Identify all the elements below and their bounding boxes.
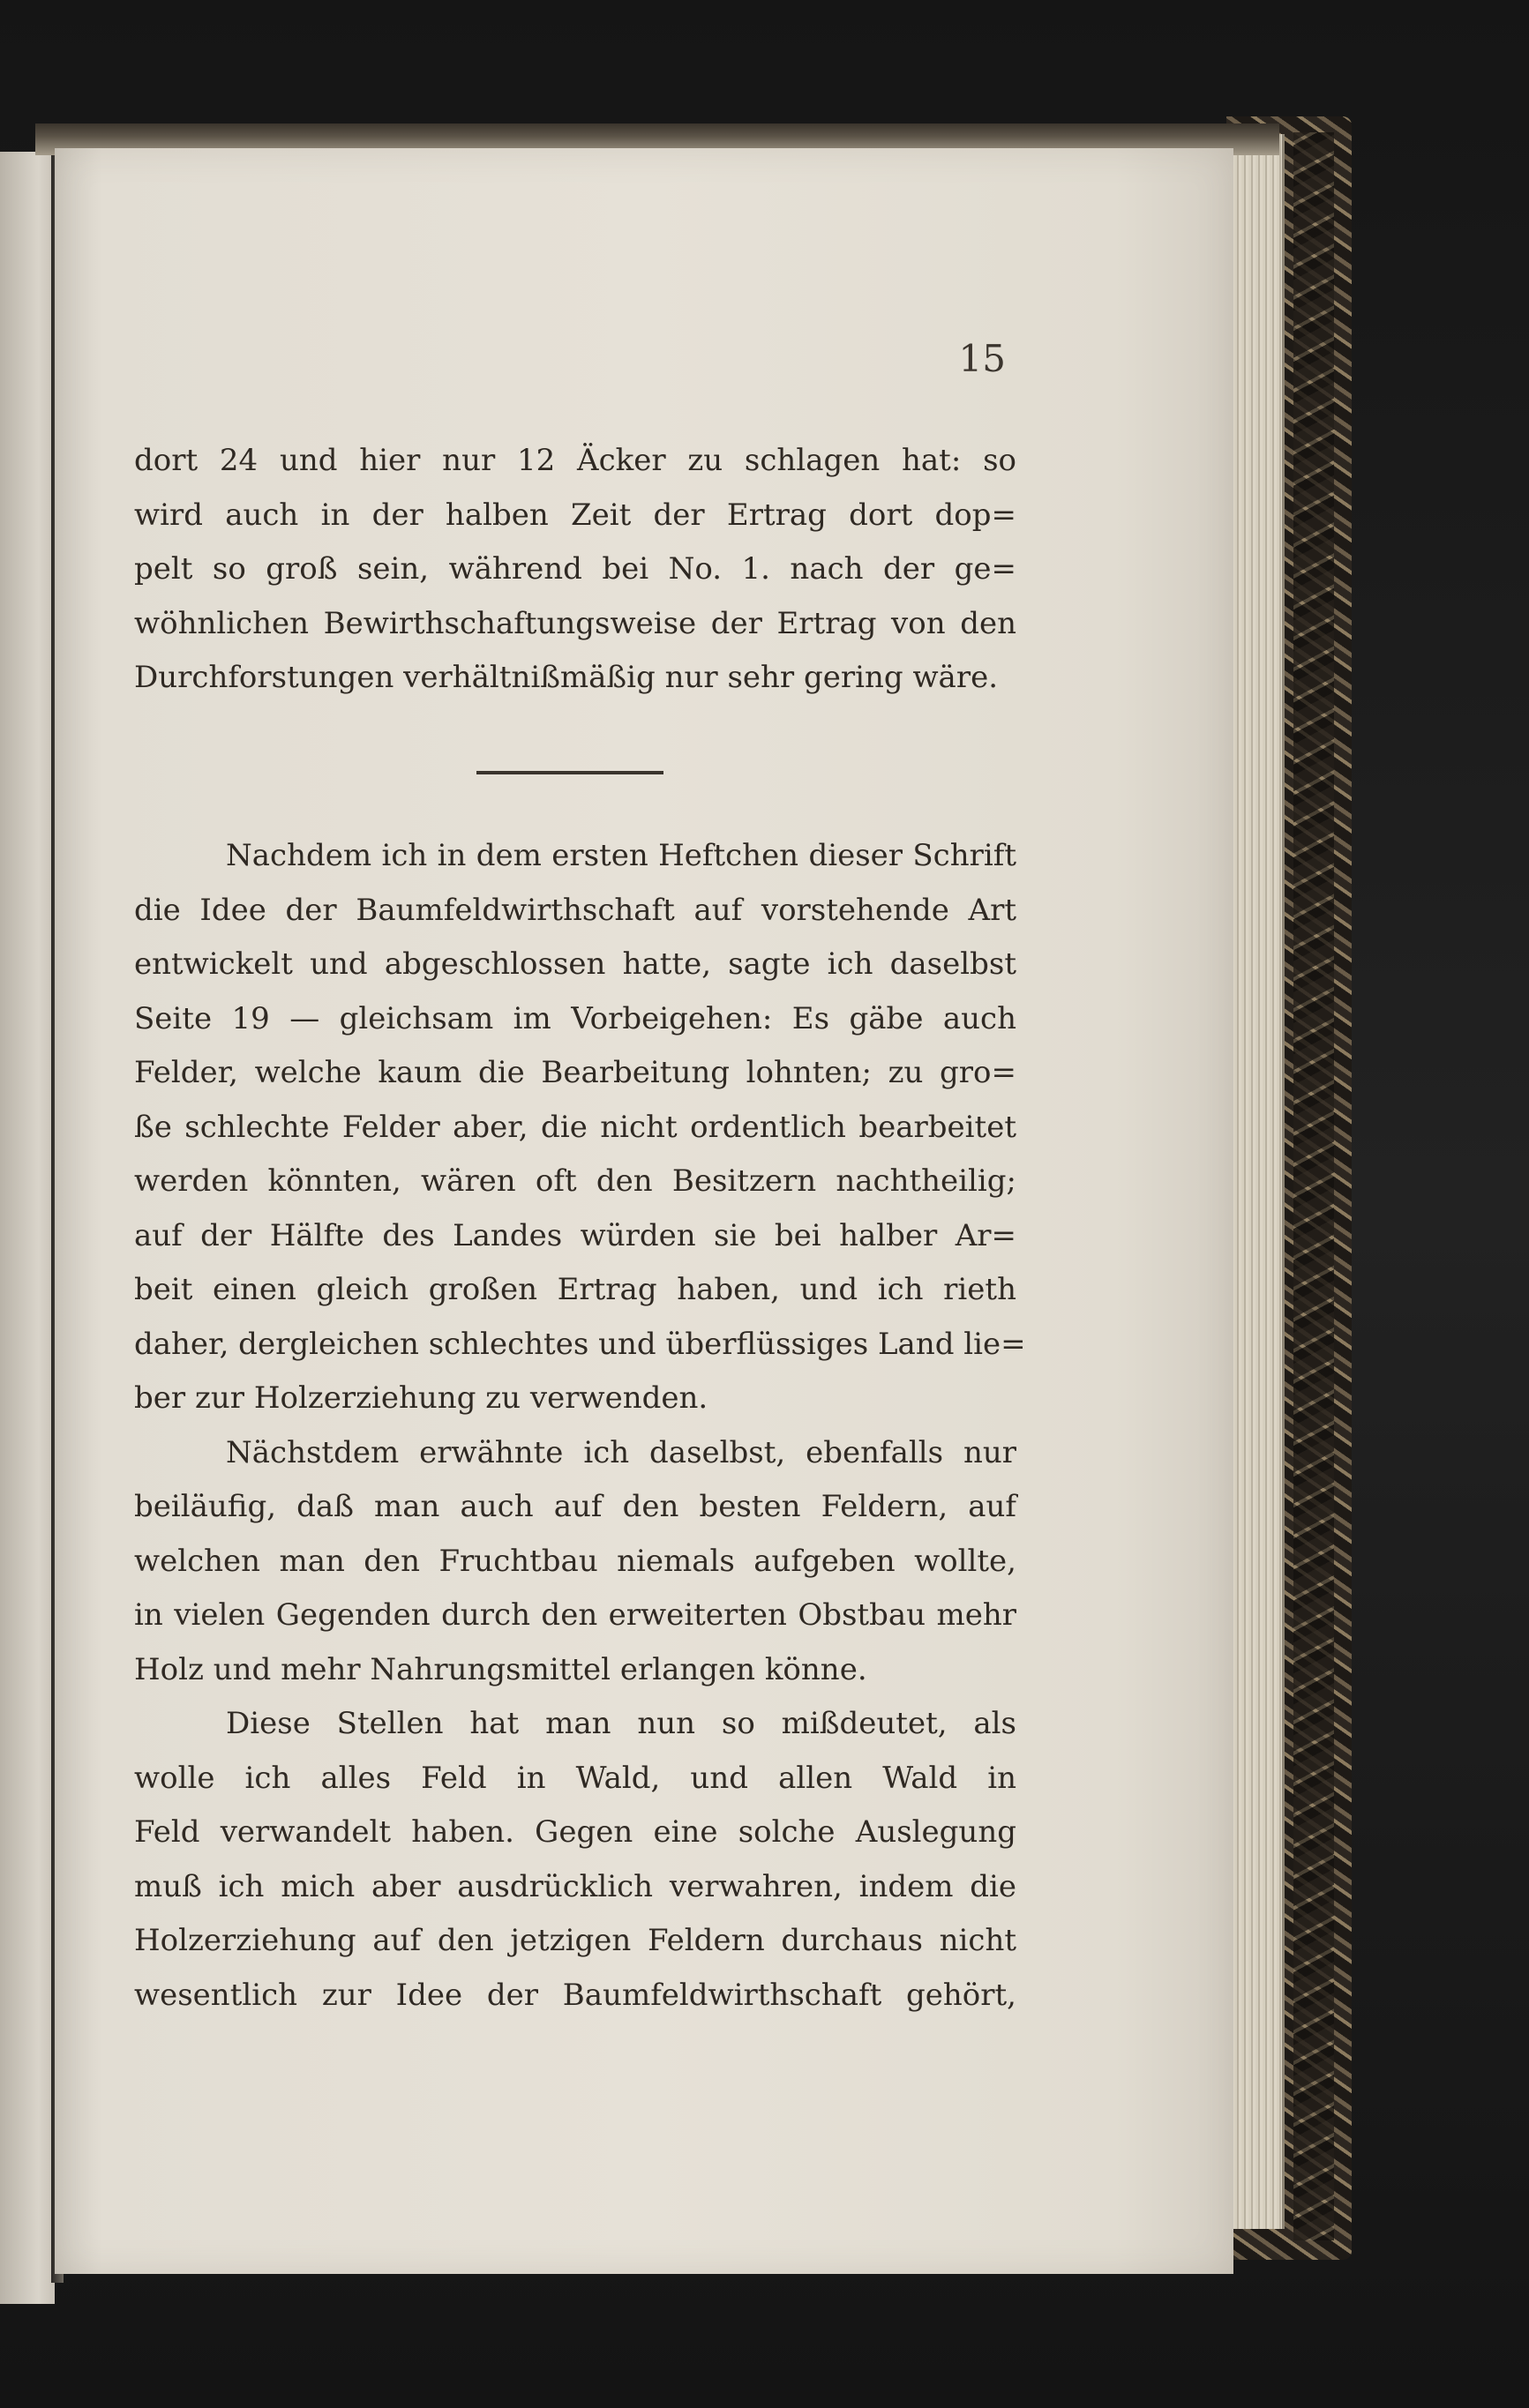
text-line: ße schlechte Felder aber, die nicht ordentlich bearbeitet <box>134 1109 1016 1145</box>
text-line: Feld verwandelt haben. Gegen eine solche Auslegung <box>134 1814 1016 1850</box>
text-line: auf der Hälfte des Landes würden sie bei halber Ar= <box>134 1217 1016 1253</box>
page-number: 15 <box>958 337 1006 380</box>
text-line: beit einen gleich großen Ertrag haben, und ich rieth <box>134 1272 1016 1307</box>
text-line: daher, dergleichen schlechtes und überflüssiges Land lie= <box>134 1326 1026 1362</box>
text-line: wesentlich zur Idee der Baumfeldwirthschaft gehört, <box>134 1977 1016 2013</box>
text-line: dort 24 und hier nur 12 Äcker zu schlagen hat: so <box>134 443 1016 478</box>
text-line: Nachdem ich in dem ersten Heftchen dieser Schrift <box>226 838 1016 873</box>
text-line: Durchforstungen verhältnißmäßig nur sehr gering wäre. <box>134 660 999 695</box>
text-line: die Idee der Baumfeldwirthschaft auf vorstehende Art <box>134 892 1016 928</box>
text-line: in vielen Gegenden durch den erweiterten Obstbau mehr <box>134 1597 1016 1633</box>
section-divider <box>476 771 663 774</box>
text-line: pelt so groß sein, während bei No. 1. nach der ge= <box>134 551 1016 587</box>
text-line: beiläufig, daß man auch auf den besten Feldern, auf <box>134 1489 1016 1524</box>
text-line: ber zur Holzerziehung zu verwenden. <box>134 1380 708 1416</box>
paragraphs-2-4 <box>134 829 1026 2023</box>
marbled-cover-pattern <box>1293 132 1334 2240</box>
text-line: muß ich mich aber ausdrücklich verwahren, indem die <box>134 1868 1016 1904</box>
text-line: wolle ich alles Feld in Wald, und allen Wald in <box>134 1760 1016 1796</box>
text-line: wird auch in der halben Zeit der Ertrag dort dop= <box>134 497 1016 533</box>
text-line: Diese Stellen hat man nun so mißdeutet, als <box>226 1706 1016 1741</box>
text-line: Seite 19 — gleichsam im Vorbeigehen: Es gäbe auch <box>134 1000 1016 1036</box>
text-line: werden könnten, wären oft den Besitzern nachtheilig; <box>134 1163 1016 1199</box>
text-line: Nächstdem erwähnte ich daselbst, ebenfalls nur <box>226 1434 1016 1470</box>
text-line: entwickelt und abgeschlossen hatte, sagte ich daselbst <box>134 946 1016 982</box>
text-line: welchen man den Fruchtbau niemals aufgeben wollte, <box>134 1543 1016 1579</box>
left-page-edge <box>0 152 55 2304</box>
text-line: wöhnlichen Bewirthschaftungsweise der Ertrag von den <box>134 605 1016 641</box>
paragraph-1 <box>134 434 1016 706</box>
text-line: Holz und mehr Nahrungsmittel erlangen könne. <box>134 1651 867 1687</box>
text-line: Felder, welche kaum die Bearbeitung lohnten; zu gro= <box>134 1055 1016 1090</box>
text-line: Holzerziehung auf den jetzigen Feldern durchaus nicht <box>134 1923 1016 1958</box>
